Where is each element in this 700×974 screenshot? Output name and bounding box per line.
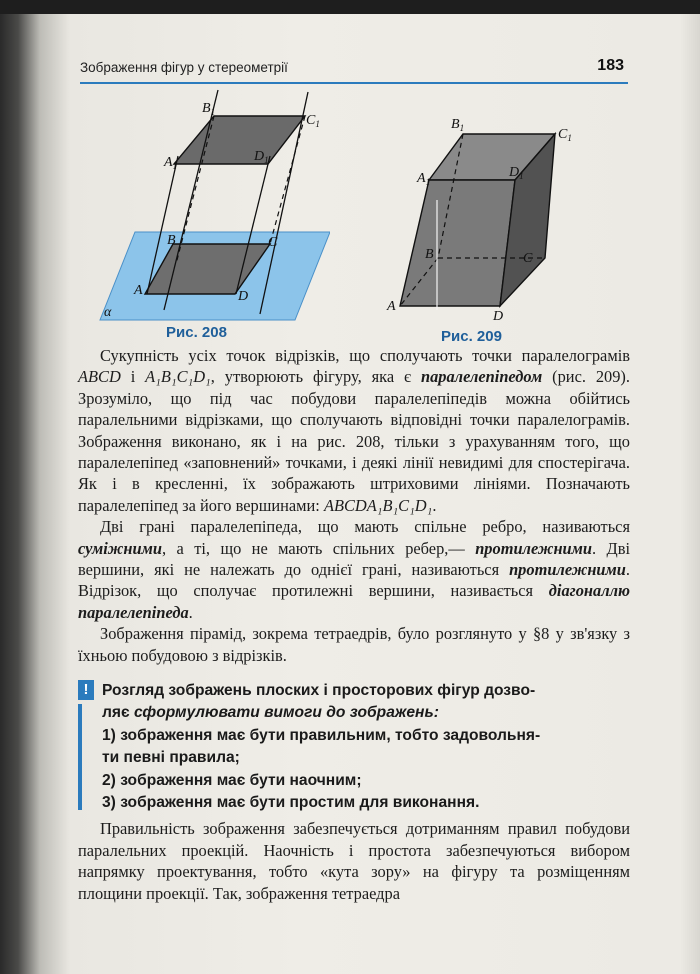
label-b1: $B_1$ bbox=[202, 101, 216, 117]
caption-209: Рис. 209 bbox=[441, 328, 502, 345]
paragraph-2: Дві грані паралелепіпеда, що мають спільне ребро, називаються суміжними, а ті, що не мають спільних ребер,— протилежними. Дві вершини, які не належать до однієї грані, називаються протилежними. Відрізок, що сполучає протилежні вершини, називається діагоналлю паралелепіпеда. bbox=[78, 517, 631, 622]
figure-209 bbox=[375, 110, 595, 340]
label-alpha: α bbox=[104, 305, 112, 320]
front-face bbox=[400, 180, 515, 306]
label-b-209: B bbox=[425, 247, 434, 262]
label-d1-209: $D_1$ bbox=[509, 165, 524, 181]
term-parallelepiped: паралелепіпедом bbox=[420, 367, 543, 387]
label-c1-209: $C_1$ bbox=[558, 127, 572, 143]
exclamation-icon: ! bbox=[78, 680, 94, 700]
label-c1: $C_1$ bbox=[306, 113, 320, 129]
page-number: 183 bbox=[597, 57, 624, 74]
top-parallelogram bbox=[174, 116, 305, 164]
after-text bbox=[78, 818, 630, 904]
rule-bar bbox=[78, 704, 82, 810]
label-d: D bbox=[238, 289, 249, 304]
label-d1: $D_1$ bbox=[254, 149, 269, 165]
figure-208 bbox=[90, 86, 330, 336]
label-b: B bbox=[167, 233, 176, 248]
label-c: C bbox=[268, 235, 278, 250]
rule-box bbox=[78, 678, 630, 812]
paragraph-4: Правильність зображення забезпечується дотриманням правил побудови паралельних проекцій. Наочність і простота забезпечуються вибором напрямку проектування, тобто «кута зору» на фігуру та розміщенням площини проекції. Так, зображення тетраедра bbox=[78, 819, 630, 903]
label-d-209: D bbox=[493, 309, 504, 324]
running-title: Зображення фігур у стереометрії bbox=[80, 60, 288, 75]
running-head bbox=[80, 58, 628, 84]
label-a1: $A_1$ bbox=[164, 155, 178, 171]
caption-208: Рис. 208 bbox=[166, 324, 227, 341]
label-a1-209: $A_1$ bbox=[417, 171, 431, 187]
rule-lines: Розгляд зображень плоских і просторових фігур дозво- ляє сформулювати вимоги до зображень: 1) зображення має бути правильним, тобто задовольня- ти певні правила; 2) зображення має бути наочним; 3) зображення має бути простим для виконання. bbox=[102, 682, 541, 812]
body-text bbox=[78, 345, 630, 666]
label-b1-209: $B_1$ bbox=[451, 117, 465, 133]
label-a: A bbox=[134, 283, 143, 298]
label-c-209: C bbox=[523, 251, 533, 266]
paragraph-1: Сукупність усіх точок відрізків, що сполучають точки паралелограмів ABCD і A₁B₁C₁D₁, утворюють фігуру, яка є паралелепіпедом (рис. 209). Зрозуміло, що під час побудови паралелепіпедів можна обійтись паралельними відрізками, що сполучають відповідні точки паралелограмів. Зображення виконано, як і на рис. 208, тільки з урахуванням того, що паралелепіпед «заповнений» точками, і деякі лінії невидимі для спостерігача. Як і в кресленні, їх зображають штриховими лініями. Позначають паралелепіпед за його вершинами: ABCDA₁B₁C₁D₁. bbox=[78, 346, 630, 515]
label-a-209: A bbox=[387, 299, 396, 314]
paragraph-3: Зображення пірамід, зокрема тетраедрів, було розглянуто у §8 у зв'язку з їхньою побудовою з відрізків. bbox=[78, 624, 630, 665]
